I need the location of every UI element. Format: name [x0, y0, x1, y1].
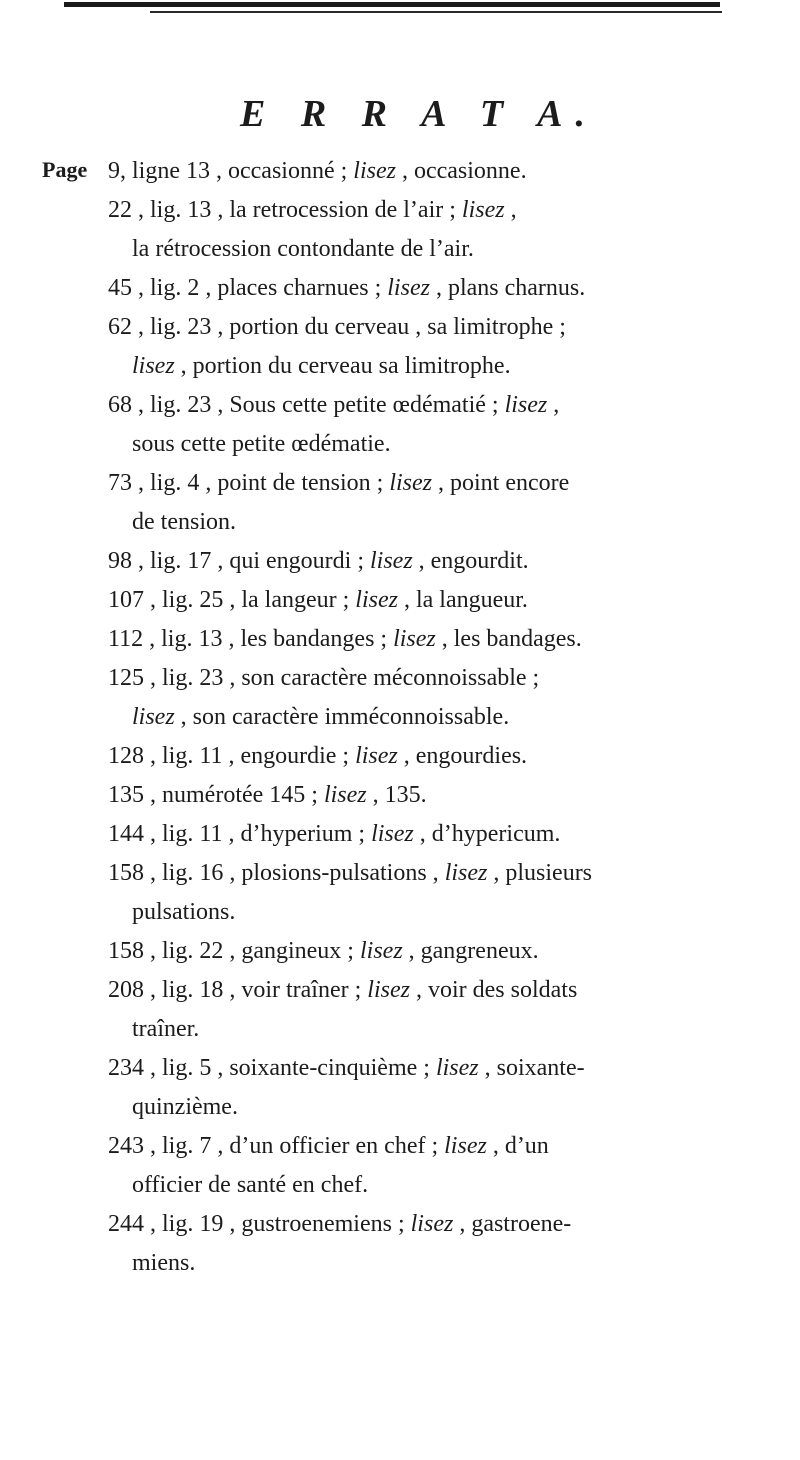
correction-text: , les bandages.: [435, 626, 582, 652]
errata-continuation-line: [0, 1010, 800, 1049]
page-number: 9: [108, 158, 120, 184]
errata-entry: [0, 854, 800, 932]
errata-line: [0, 269, 800, 308]
errata-line: [0, 386, 800, 425]
erratum-text: , lig. 23 , portion du cerveau , sa limitrophe ;: [132, 314, 566, 340]
page-number: 62: [108, 314, 132, 340]
errata-entry: [0, 581, 800, 620]
correction-text: ,: [547, 392, 560, 418]
errata-entry: [0, 464, 800, 542]
page-number: 135: [108, 782, 144, 808]
errata-entry: [0, 737, 800, 776]
erratum-text: , numérotée 145 ;: [144, 782, 324, 808]
page-number: 158: [108, 938, 144, 964]
errata-line: [0, 191, 800, 230]
erratum-text: , lig. 25 , la langeur ;: [144, 587, 356, 613]
errata-line: [0, 1049, 800, 1088]
erratum-text: , lig. 23 , Sous cette petite œdématié ;: [132, 392, 505, 418]
errata-continuation-line: [0, 347, 800, 386]
continuation-text: miens.: [132, 1250, 196, 1276]
lisez-word: lisez: [355, 743, 398, 769]
erratum-text: , lig. 4 , point de tension ;: [132, 470, 390, 496]
errata-entry: [0, 620, 800, 659]
errata-entry: [0, 269, 800, 308]
lisez-word: lisez: [461, 197, 505, 223]
correction-text: , gastroene-: [453, 1211, 572, 1237]
errata-entry: [0, 386, 800, 464]
erratum-text: , lig. 11 , engourdie ;: [144, 743, 356, 769]
errata-line: [0, 659, 800, 698]
lisez-word: lisez: [355, 587, 398, 613]
erratum-text: , lig. 5 , soixante-cinquième ;: [144, 1055, 436, 1081]
errata-continuation-line: [0, 425, 800, 464]
errata-continuation-line: [0, 503, 800, 542]
errata-line: [0, 542, 800, 581]
errata-line: [0, 737, 800, 776]
errata-line: [0, 932, 800, 971]
continuation-text: pulsations.: [132, 899, 236, 925]
correction-text: , plusieurs: [487, 860, 593, 886]
correction-text: , d’hypericum.: [413, 821, 561, 847]
erratum-text: , lig. 16 , plosions-pulsations ,: [144, 860, 445, 886]
erratum-text: , lig. 17 , qui engourdi ;: [132, 548, 370, 574]
correction-text: , portion du cerveau sa limitrophe.: [174, 353, 511, 379]
page-number: 208: [108, 977, 144, 1003]
top-rule-thick: [64, 2, 720, 7]
continuation-text: la rétrocession contondante de l’air.: [132, 236, 474, 262]
errata-entry: [0, 1127, 800, 1205]
correction-text: , voir des soldats: [409, 977, 578, 1003]
errata-line: [0, 308, 800, 347]
page-number: 68: [108, 392, 132, 418]
erratum-text: , lig. 22 , gangineux ;: [144, 938, 360, 964]
correction-text: , 135.: [366, 782, 427, 808]
errata-line: [0, 971, 800, 1010]
lisez-word: lisez: [435, 1055, 479, 1081]
lisez-word: lisez: [504, 392, 548, 418]
errata-entry: [0, 971, 800, 1049]
erratum-text: , lig. 18 , voir traîner ;: [144, 977, 368, 1003]
correction-text: , occasionne.: [395, 158, 527, 184]
correction-text: , gangreneux.: [402, 938, 539, 964]
errata-continuation-line: [0, 893, 800, 932]
errata-entry: [0, 1205, 800, 1283]
errata-line: [0, 620, 800, 659]
errata-entry: [0, 191, 800, 269]
correction-text: , engourdies.: [397, 743, 528, 769]
erratum-text: , lig. 23 , son caractère méconnoissable ;: [144, 665, 540, 691]
correction-text: , engourdit.: [412, 548, 529, 574]
lisez-word: lisez: [132, 353, 175, 379]
lisez-word: lisez: [359, 938, 403, 964]
errata-list: [0, 152, 800, 1283]
errata-entry: [0, 542, 800, 581]
page-number: 45: [108, 275, 132, 301]
correction-text: , point encore: [432, 470, 570, 496]
page-label: Page: [42, 157, 88, 182]
correction-text: , plans charnus.: [429, 275, 586, 301]
correction-text: ,: [504, 197, 517, 223]
page-number: 144: [108, 821, 144, 847]
erratum-text: , lig. 7 , d’un officier en chef ;: [144, 1133, 445, 1159]
erratum-text: , lig. 2 , places charnues ;: [132, 275, 388, 301]
errata-line: [0, 815, 800, 854]
errata-continuation-line: [0, 1244, 800, 1283]
errata-line: [0, 1205, 800, 1244]
page-number: 107: [108, 587, 144, 613]
errata-line: [0, 464, 800, 503]
lisez-word: lisez: [369, 548, 413, 574]
errata-entry: [0, 932, 800, 971]
errata-line: [0, 776, 800, 815]
errata-continuation-line: [0, 1088, 800, 1127]
lisez-word: lisez: [387, 275, 430, 301]
page-number: 128: [108, 743, 144, 769]
errata-entry: [0, 659, 800, 737]
erratum-text: , lig. 19 , gustroenemiens ;: [144, 1211, 411, 1237]
errata-entry: [0, 308, 800, 386]
lisez-word: lisez: [444, 1133, 487, 1159]
top-rule-thin: [150, 11, 722, 13]
lisez-word: lisez: [371, 821, 414, 847]
correction-text: , son caractère imméconnoissable.: [174, 704, 510, 730]
errata-entry: [0, 1049, 800, 1127]
errata-entry: [0, 152, 800, 191]
continuation-text: officier de santé en chef.: [132, 1172, 369, 1198]
page-number: 73: [108, 470, 132, 496]
page-number: 98: [108, 548, 132, 574]
lisez-word: lisez: [389, 470, 432, 496]
errata-continuation-line: [0, 230, 800, 269]
lisez-word: lisez: [367, 977, 410, 1003]
page-number: 158: [108, 860, 144, 886]
lisez-word: lisez: [323, 782, 367, 808]
continuation-text: traîner.: [132, 1016, 200, 1042]
page-number: 112: [108, 626, 144, 652]
correction-text: , soixante-: [478, 1055, 585, 1081]
lisez-word: lisez: [410, 1211, 454, 1237]
errata-line: [0, 152, 800, 191]
continuation-text: de tension.: [132, 509, 236, 535]
page-number: 243: [108, 1133, 144, 1159]
errata-line: [0, 854, 800, 893]
continuation-text: sous cette petite œdématie.: [132, 431, 391, 457]
errata-line: [0, 581, 800, 620]
continuation-text: quinzième.: [132, 1094, 238, 1120]
erratum-text: , lig. 11 , d’hyperium ;: [144, 821, 372, 847]
page-number: 125: [108, 665, 144, 691]
errata-entry: [0, 815, 800, 854]
page-number: 234: [108, 1055, 144, 1081]
page-number: 22: [108, 197, 132, 223]
page-number: 244: [108, 1211, 144, 1237]
errata-continuation-line: [0, 1166, 800, 1205]
erratum-text: , ligne 13 , occasionné ;: [120, 158, 354, 184]
erratum-text: , lig. 13 , les bandanges ;: [143, 626, 394, 652]
lisez-word: lisez: [444, 860, 488, 886]
errata-title: E R R A T A.: [239, 93, 599, 135]
lisez-word: lisez: [393, 626, 436, 652]
correction-text: , la langueur.: [397, 587, 528, 613]
errata-entry: [0, 776, 800, 815]
lisez-word: lisez: [353, 158, 396, 184]
erratum-text: , lig. 13 , la retrocession de l’air ;: [132, 197, 462, 223]
errata-line: [0, 1127, 800, 1166]
errata-continuation-line: [0, 698, 800, 737]
correction-text: , d’un: [486, 1133, 549, 1159]
lisez-word: lisez: [132, 704, 175, 730]
